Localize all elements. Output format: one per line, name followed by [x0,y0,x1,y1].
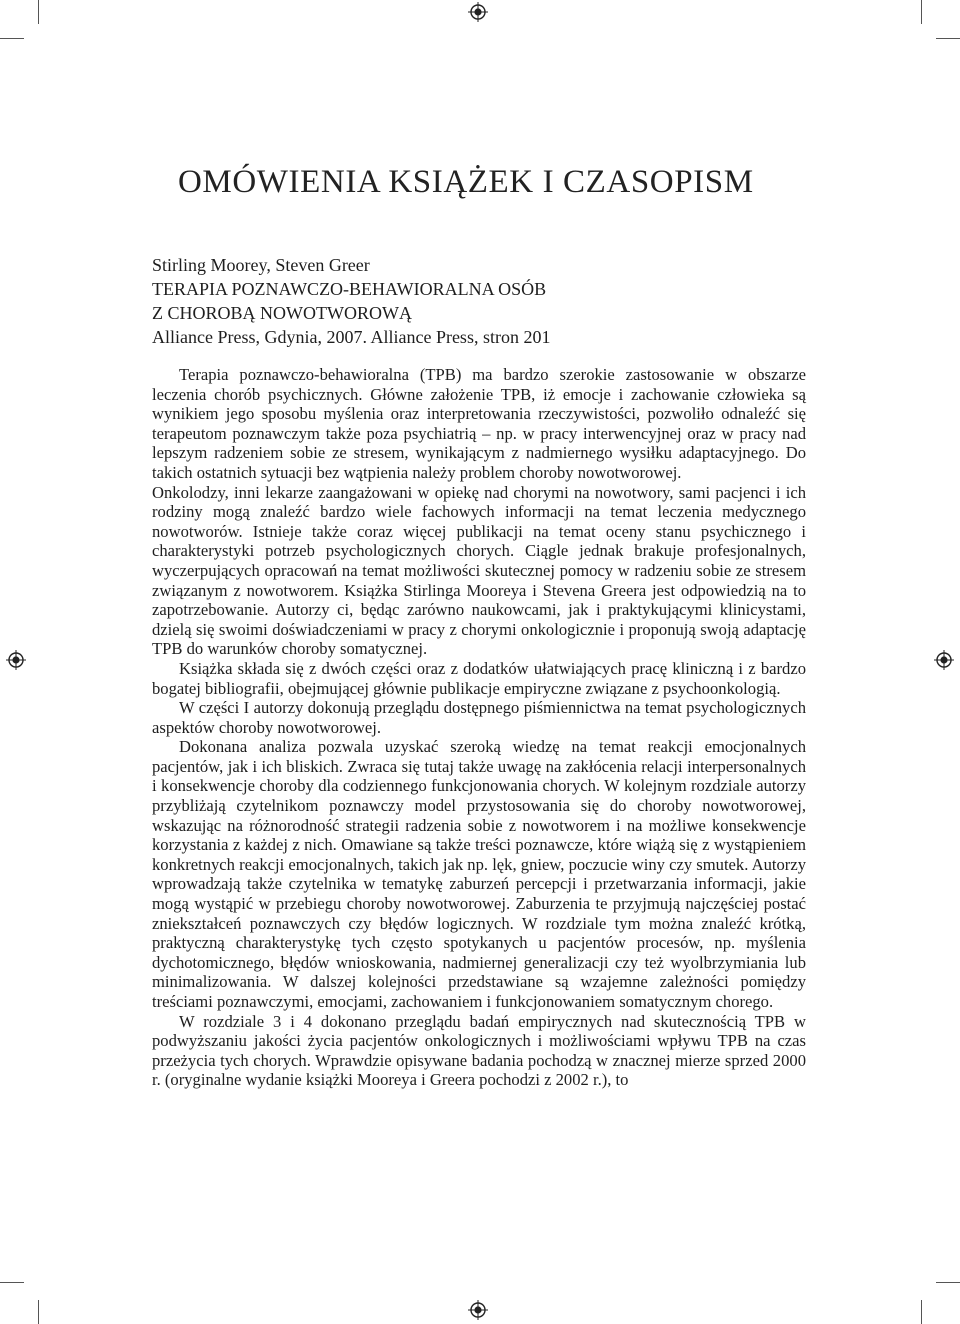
crop-line-top-right-vertical [921,0,922,24]
book-title-line-2: Z CHOROBĄ NOWOTWOROWĄ [152,303,412,323]
crop-line-top-right [936,38,960,39]
review-header [152,253,806,349]
paragraph: Onkolodzy, inni lekarze zaangażowani w opiekę nad chorymi na nowotwory, sami pacjenci i ich rodziny mogą znaleźć bardzo wiele fachowych informacji na temat leczenia medycznego nowotworów. Istnieje także coraz więcej publikacji na temat oceny stanu psychicznego i charakterystyki potrzeb psychologicznych chorych. Ciągle jednak brakuje profesjonalnych, wyczerpujących opracowań na temat możliwości skutecznej pomocy w radzeniu sobie ze stresem związanym z nowotworem. Książka Stirlinga Mooreya i Stevena Greera jest odpowiedzią na to zapotrzebowanie. Autorzy ci, będąc zarówno naukowcami, jak i praktykującymi klinicystami, dzielą się swoimi doświadczeniami w pracy z chorymi onkologicznie i proponują swoją adaptację TPB do warunków choroby somatycznej. [152,482,806,659]
book-publisher: Alliance Press, Gdynia, 2007. Alliance Press, stron 201 [152,327,551,347]
crop-line-bottom-right [936,1282,960,1283]
book-authors: Stirling Moorey, Steven Greer [152,255,370,275]
paragraph: W rozdziale 3 i 4 dokonano przeglądu badań empirycznych nad skutecznością TPB w podwyższaniu jakości życia pacjentów onkologicznych i możliwościami wpływu TPB na czas przeżycia tych chorych. Wprawdzie opisywane badania pochodzą w znacznej mierze sprzed 2000 r. (oryginalne wydanie książki Mooreya i Greera pochodzi z 2002 r.), to [152,1011,806,1090]
book-title-line-1: TERAPIA POZNAWCZO-BEHAWIORALNA OSÓB [152,279,547,299]
paragraph: Książka składa się z dwóch części oraz z dodatków ułatwiających pracę kliniczną i z bardzo bogatej bibliografii, obejmującej głównie publikacje empiryczne związane z psychoonkologią. [152,658,806,698]
paragraph: W części I autorzy dokonują przeglądu dostępnego piśmiennictwa na temat psychologicznych aspektów choroby nowotworowej. [152,698,806,737]
registration-mark-right-icon [934,650,954,670]
crop-line-bottom-right-vertical [921,1300,922,1324]
registration-mark-left-icon [6,650,26,670]
section-title: OMÓWIENIA KSIĄŻEK I CZASOPISM [178,164,754,200]
crop-line-bottom-left-vertical [38,1300,39,1324]
review-body [152,365,806,1090]
paragraph: Dokonana analiza pozwala uzyskać szeroką wiedzę na temat reakcji emocjonalnych pacjentów, jak i ich bliskich. Zwraca się tutaj także uwagę na zakłócenia relacji interpersonalnych i konsekwencje choroby dla codziennego funkcjonowania chorych. W kolejnym rozdziale autorzy przybliżają czytelnikom poznawczy model przystosowania się do choroby nowotworowej, wskazując na różnorodność strategii radzenia sobie z nowotworem i na możliwe konsekwencje korzystania z każdej z nich. Omawiane są także treści poznawcze, które wiążą się z wystąpieniem konkretnych reakcji emocjonalnych, takich jak np. lęk, gniew, poczucie winy czy smutek. Autorzy wprowadzają także czytelnika w tematykę zaburzeń percepcji i przetwarzania informacji, jakie mogą wystąpić w przebiegu choroby nowotworowej. Zaburzenia te przyjmują najczęściej postać zniekształceń poznawczych czy błędów logicznych. W rozdziale tym można znaleźć krótką, praktyczną charakterystykę tych często spotykanych u pacjentów procesów, np. myślenia dychotomicznego, błędów wnioskowania, nadmiernej generalizacji czy też wyolbrzymiania lub minimalizowania. W dalszej kolejności przedstawiane są wzajemne zależności pomiędzy treściami poznawczymi, emocjami, zachowaniem i funkcjonowaniem somatycznym chorego. [152,737,806,1011]
registration-mark-top-icon [468,2,488,22]
crop-line-top-left [0,38,24,39]
registration-mark-bottom-icon [468,1300,488,1320]
crop-line-bottom-left [0,1282,24,1283]
paragraph: Terapia poznawczo-behawioralna (TPB) ma bardzo szerokie zastosowanie w obszarze leczenia chorób psychicznych. Główne założenie TPB, iż emocje i zachowanie człowieka są wynikiem jego sposobu myślenia oraz interpretowania rzeczywistości, pozwoliło odnaleźć się terapeutom poznawczym także poza psychiatrią – np. w pracy interwencyjnej oraz w pracy nad lepszym radzeniem sobie ze stresem, wynikającym z nadmiernego wysiłku adaptacyjnego. Do takich ostatnich sytuacji bez wątpienia należy problem choroby nowotworowej. [152,365,806,482]
crop-line-top-left-vertical [38,0,39,24]
page-content [152,164,806,1090]
